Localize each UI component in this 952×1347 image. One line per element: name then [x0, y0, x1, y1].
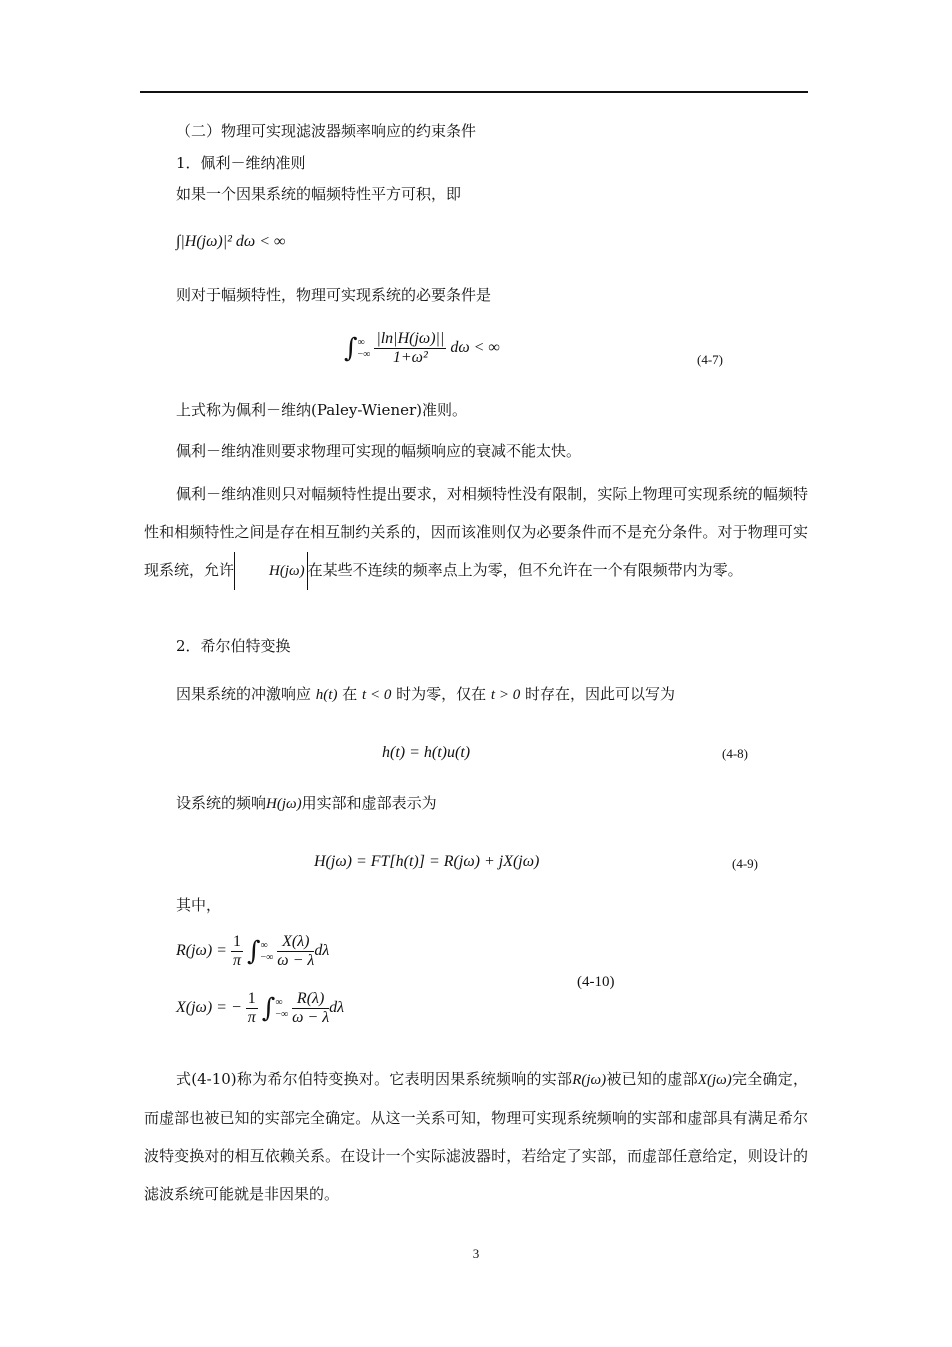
eq-4-7: ∫∞ −∞ $\frac{|\ln|H(j\omega)||}{\text{1+ω²}}$ dω < ∞	[344, 330, 500, 366]
called-text: 上式称为佩利－维纳(Paley-Wiener)准则。	[176, 401, 467, 419]
causal-math-h: h(t)	[315, 687, 338, 703]
hilbert-text-a: 式(4-10)称为希尔伯特变换对。它表明因果系统频响的实部	[176, 1070, 573, 1088]
page-number: 3	[472, 1246, 480, 1261]
then-text: 则对于幅频特性，物理可实现系统的必要条件是	[176, 286, 492, 304]
header-rule	[140, 91, 808, 93]
hilbert-math-r: R(jω)	[572, 1072, 607, 1088]
causal-math-tpos: t > 0	[490, 687, 521, 703]
intro-text: 如果一个因果系统的幅频特性平方可积，即	[176, 185, 462, 203]
causal-text-a: 因果系统的冲激响应	[176, 685, 312, 703]
hilbert-text-c: 完全确定，而虚部也被已知的实部完全确定。从这一关系可知，物理可实现系统频响的实部和虚部具有满足希尔波特变换对的相互依赖关系。在设计一个实际滤波器时，若给定了实部，而虚部任意给定，则设计的滤波系统可能就是非因果的。	[144, 1070, 808, 1203]
requires-text: 佩利－维纳准则要求物理可实现的幅频响应的衰减不能太快。	[176, 442, 582, 460]
causal-text-d: 时存在，因此可以写为	[525, 685, 676, 703]
eq-4-8-number: (4-8)	[722, 746, 748, 761]
hilbert-math-x: X(jω)	[697, 1072, 732, 1088]
eq-4-10-r-num: X(λ)	[277, 933, 314, 952]
eq-4-7-tail: dω < ∞	[450, 339, 500, 357]
eq-4-7-numerator: |ln|H(jω)||	[376, 330, 445, 347]
causal-text-b: 在	[342, 685, 358, 703]
eq-4-10-r-den: ω − λ	[277, 952, 315, 969]
item1-heading: 1．佩利－维纳准则	[176, 154, 306, 172]
eq-4-7-denominator: 1+ω²	[392, 349, 428, 366]
pw-part2: 在某些不连续的频率点上为零，但不允许在一个有限频带内为零。	[307, 561, 743, 579]
freq-text-a: 设系统的频响	[176, 794, 267, 812]
eq-4-10-x-coef-num: 1	[247, 990, 256, 1007]
causal-text	[176, 684, 675, 705]
eq-4-9-number: (4-9)	[732, 856, 758, 871]
eq-4-10-x: X(jω) = − $\frac{1}{\pi}$ ∫∞ −∞ $\frac{R(\lambda)}{\omega - \lambda}$ dλ	[176, 990, 345, 1026]
eq-4-10-x-den: ω − λ	[292, 1009, 330, 1026]
freq-math: H(jω)	[266, 796, 302, 812]
freq-text-b: 用实部和虚部表示为	[301, 794, 437, 812]
eq-4-10-x-coef-den: π	[247, 1009, 256, 1026]
eq-4-10-r-lhs: R(jω) =	[176, 942, 227, 960]
eq-4-9: H(jω) = FT[h(t)] = R(jω) + jX(jω)	[314, 853, 540, 870]
section-title: （二）物理可实现滤波器频率响应的约束条件	[176, 122, 477, 140]
hilbert-text-b: 被已知的虚部	[606, 1070, 698, 1088]
eq-4-7-number: (4-7)	[697, 352, 723, 367]
item2-heading: 2．希尔伯特变换	[176, 637, 291, 655]
pw-math: H(jω)	[234, 552, 308, 590]
eq-4-10-x-tail: dλ	[329, 999, 345, 1017]
causal-text-c: 时为零，仅在	[396, 685, 487, 703]
paragraph-hilbert	[144, 1060, 808, 1213]
eq-4-10-r-coef-den: π	[232, 952, 241, 969]
eq-4-10-r-tail: dλ	[314, 942, 330, 960]
eq-square-integrable: ∫|H(jω)|² dω < ∞	[176, 233, 286, 250]
eq-4-10-x-lhs: X(jω) = −	[176, 999, 242, 1017]
freq-text	[176, 793, 437, 814]
pw-part1: 佩利－维纳准则只对幅频特性提出要求，对相频特性没有限制，实际上物理可实现系统的幅频特性和相频特性之间是存在相互制约关系的，因而该准则仅为必要条件而不是充分条件。对于物理可实现系统，允许	[144, 485, 808, 579]
causal-math-tneg: t < 0	[362, 687, 392, 703]
eq-4-10-r: R(jω) = $\frac{1}{\pi}$ ∫∞ −∞ $\frac{X(\lambda)}{\omega - \lambda}$ dλ	[176, 933, 330, 969]
eq-4-10-r-coef-num: 1	[232, 933, 241, 950]
eq-4-8: h(t) = h(t)u(t)	[382, 744, 471, 761]
where-text: 其中，	[176, 896, 222, 914]
eq-4-10-number: (4-10)	[577, 974, 615, 990]
eq-4-10-x-num: R(λ)	[292, 990, 329, 1009]
paragraph-paley-wiener	[144, 475, 808, 590]
